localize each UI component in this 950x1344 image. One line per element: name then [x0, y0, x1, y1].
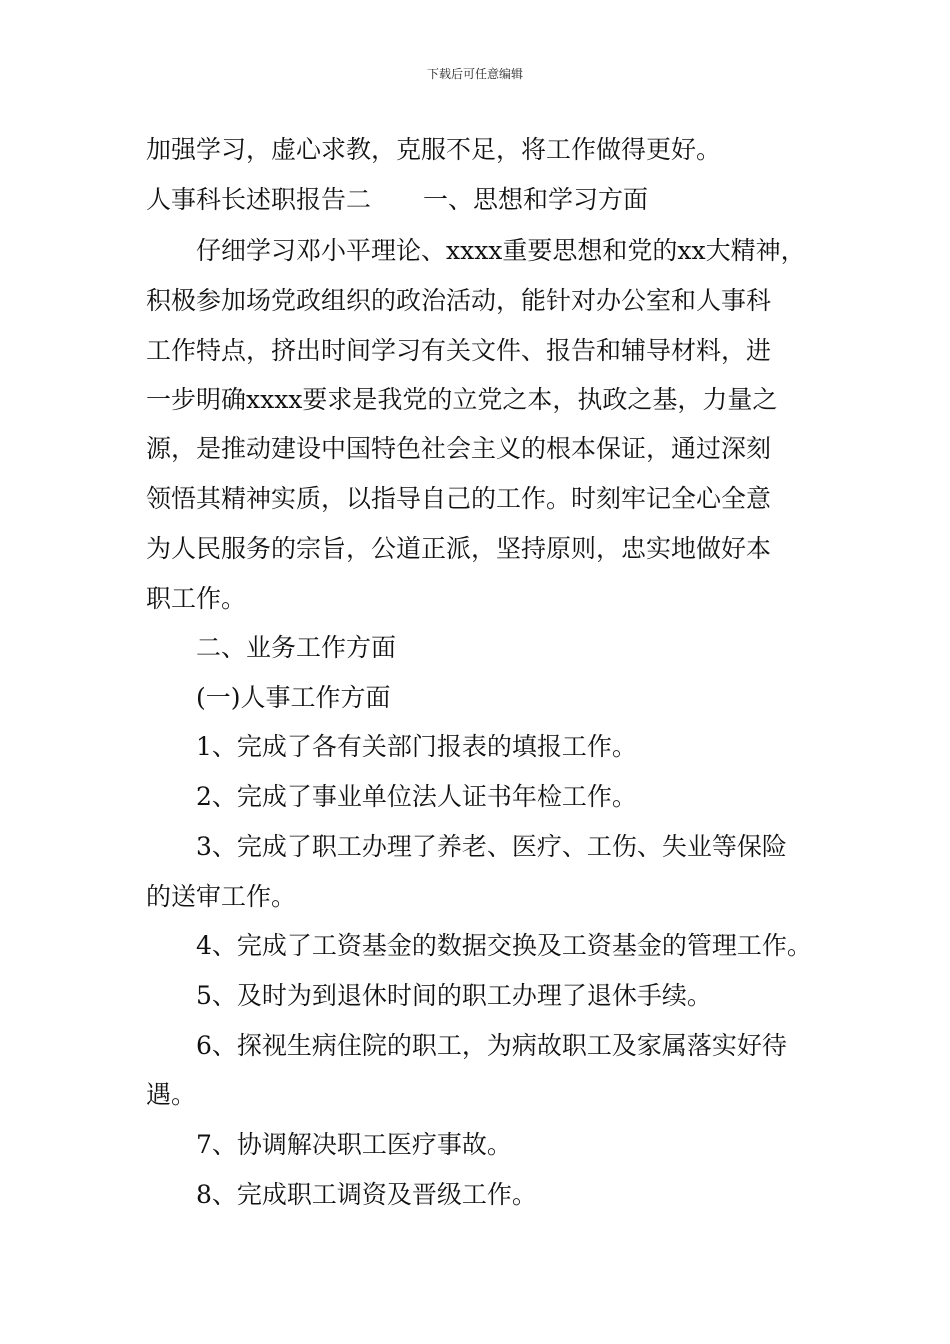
report-title-line [146, 185, 648, 215]
list-item: 7、协调解决职工医疗事故。 [196, 1130, 512, 1159]
subsection-heading: (一)人事工作方面 [196, 683, 391, 712]
list-item: 4、完成了工资基金的数据交换及工资基金的管理工作。 [196, 931, 812, 960]
page-header-note: 下载后可任意编辑 [426, 67, 523, 81]
paragraph-line: 源，是推动建设中国特色社会主义的根本保证，通过深刻 [146, 434, 772, 463]
paragraph-line: 职工作。 [146, 584, 247, 613]
paragraph-line: 仔细学习邓小平理论、xxxx重要思想和党的xx大精神， [196, 236, 806, 265]
list-item-continuation: 遇。 [146, 1080, 197, 1109]
paragraph-line: 积极参加场党政组织的政治活动，能针对办公室和人事科 [146, 286, 772, 315]
list-item-continuation: 的送审工作。 [146, 882, 297, 911]
report-title: 人事科长述职报告二 [146, 185, 372, 214]
section-heading: 一、思想和学习方面 [423, 185, 649, 214]
list-item: 2、完成了事业单位法人证书年检工作。 [196, 782, 637, 811]
paragraph-line: 一步明确xxxx要求是我党的立党之本，执政之基，力量之 [146, 385, 778, 414]
section-heading: 二、业务工作方面 [196, 633, 397, 662]
paragraph-line: 加强学习，虚心求教，克服不足，将工作做得更好。 [146, 135, 722, 164]
list-item: 8、完成职工调资及晋级工作。 [196, 1180, 537, 1209]
list-item: 3、完成了职工办理了养老、医疗、工伤、失业等保险 [196, 832, 787, 861]
paragraph-line: 工作特点，挤出时间学习有关文件、报告和辅导材料，进 [146, 336, 772, 365]
paragraph-line: 领悟其精神实质，以指导自己的工作。时刻牢记全心全意 [146, 484, 772, 513]
list-item: 6、探视生病住院的职工，为病故职工及家属落实好待 [196, 1031, 787, 1060]
list-item: 1、完成了各有关部门报表的填报工作。 [196, 732, 637, 761]
list-item: 5、及时为到退休时间的职工办理了退休手续。 [196, 981, 712, 1010]
paragraph-line: 为人民服务的宗旨，公道正派，坚持原则，忠实地做好本 [146, 534, 772, 563]
